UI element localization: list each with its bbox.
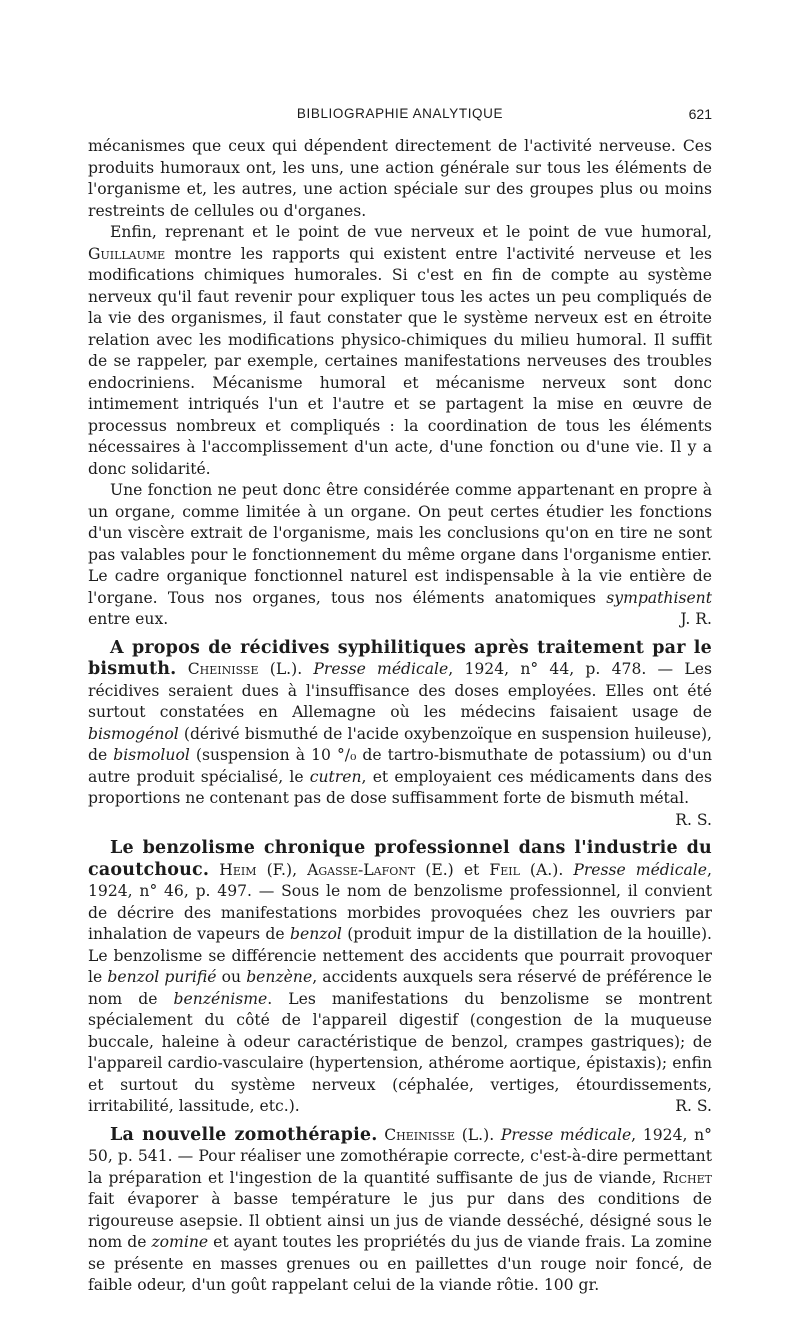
paragraph-text: fait évaporer à basse température le jus pur dans des conditions de rigoureuse asepsie. Il obtient ainsi un jus de viande desséché, désigné sous le nom de: [88, 1190, 712, 1251]
emphasis-term: benzène: [246, 968, 313, 986]
paragraph-text: , et employaient ces médicaments dans des proportions ne contenant pas de dose suffisamment forte de bismuth métal.: [88, 767, 712, 807]
emphasis-term: benzol: [290, 925, 342, 943]
emphasis-term: benzol purifié: [107, 968, 217, 986]
author-name: Cheinisse: [187, 660, 259, 678]
paragraph-text: Pour réaliser une zomothérapie correcte, c'est-à-dire permettant la préparation et l'ingestion de la quantité suffisante de jus de viande,: [88, 1147, 712, 1187]
paragraph-text: . Les manifestations du benzolisme se montrent spécialement du côté de l'appareil digestif (congestion de la muqueuse buccale, haleine à odeur caractéristique de benzol, crampes gastriques); de l'appareil cardio-vasculaire (hypertension, athérome aortique, épistaxis); enfin et surtout du système nerveux (céphalée, vertiges, étourdissements, irritabilité, lassitude, etc.).: [88, 989, 713, 1115]
article-title: La nouvelle zomothérapie.: [110, 1124, 378, 1145]
author-name: Guillaume: [88, 244, 166, 263]
article-zomotherapie: [88, 1125, 712, 1297]
paragraph-text: ou: [216, 968, 247, 986]
document-page: [88, 98, 712, 1297]
author-name: Heim: [219, 860, 257, 879]
reviewer-signature: J. R.: [680, 610, 712, 628]
drug-name: bismogénol: [88, 724, 179, 743]
paragraph-text: (produit impur de la distillation de la houille). Le benzolisme se différencie nettement des accidents que pourrait provoquer le: [88, 925, 712, 986]
author-initial: (F.),: [256, 860, 308, 879]
journal-name: Presse médicale: [500, 1125, 632, 1144]
page-number: 621: [688, 106, 712, 122]
author-initial: (E.) et: [415, 860, 490, 879]
drug-name: bismoluol: [113, 746, 190, 764]
journal-name: Presse médicale: [573, 860, 708, 879]
paragraph-text: et ayant toutes les propriétés du jus de viande frais. La zomine se présente en masses grenues ou en paillettes d'un rouge noir foncé, de faible odeur, d'un goût rappelant celui de la viande rôtie. 100 gr.: [88, 1233, 713, 1294]
paragraph-text: Une fonction ne peut donc être considérée comme appartenant en propre à un organe, comme limitée à un organe. On peut certes étudier les fonctions d'un viscère extrait de l'organisme, mais les conclusions qu'on en tire ne sont pas valables pour le fonctionnement du même organe dans l'organisme entier. Le cadre organique fonctionnel naturel est indispensable à la vie entière de l'organe. Tous nos organes, tous nos éléments anatomiques: [88, 481, 712, 607]
article-benzolisme: [88, 838, 712, 1118]
paragraph-text: (dérivé bismuthé de l'acide oxybenzoïque en suspension huileuse), de: [88, 724, 712, 764]
paragraph-text: (suspension à 10 °/₀ de tartro-bismuthate de potassium) ou d'un autre produit spécialisé, le: [88, 746, 712, 786]
page-body: [88, 136, 712, 1297]
drug-name: cutren: [309, 767, 362, 786]
person-name: Richet: [662, 1168, 712, 1187]
paragraph-text: Enfin, reprenant et le point de vue nerveux et le point de vue humoral,: [110, 223, 712, 241]
emphasis-term: zomine: [151, 1233, 209, 1251]
author-name: Feil: [489, 860, 520, 879]
author-initial: (A.).: [519, 860, 574, 879]
page-header: [88, 98, 712, 124]
continued-paragraph-2: [88, 222, 712, 480]
continued-paragraph-3: [88, 480, 712, 631]
running-head: BIBLIOGRAPHIE ANALYTIQUE: [296, 106, 504, 121]
paragraph-text: Les récidives seraient dues à l'insuffisance des doses employées. Elles ont été surtout constatées en Allemagne où les médecins faisaient usage de: [88, 660, 712, 721]
emphasis-term: sympathisent: [606, 588, 712, 607]
author-name: Agasse-Lafont: [307, 860, 416, 879]
journal-name: Presse médicale: [313, 660, 449, 678]
article-bismuth: [88, 638, 712, 832]
paragraph-text: Sous le nom de benzolisme professionnel, il convient de décrire des manifestations morbides provoquées chez les ouvriers par inhalation de vapeurs de: [88, 882, 712, 943]
citation: , 1924, n° 44, p. 478. —: [448, 660, 685, 678]
article-title: A propos de récidives syphilitiques après traitement par le bismuth.: [88, 637, 712, 679]
citation: , 1924, n° 50, p. 541. —: [88, 1125, 712, 1165]
reviewer-signature: R. S.: [675, 1097, 712, 1115]
paragraph-text: , accidents auxquels sera réservé de préférence le nom de: [88, 968, 712, 1008]
continued-paragraph-1: mécanismes que ceux qui dépendent directement de l'activité nerveuse. Ces produits humoraux ont, les uns, une action générale sur tous les éléments de l'organisme et, les autres, une action spéciale sur des groupes plus ou moins restreints de cellules ou d'organes.: [88, 137, 712, 220]
citation: , 1924, n° 46, p. 497. —: [88, 860, 712, 900]
paragraph-text: entre eux.: [88, 610, 169, 628]
article-title: Le benzolisme chronique professionnel dans l'industrie du caoutchouc.: [88, 838, 712, 880]
paragraph-text: montre les rapports qui existent entre l'activité nerveuse et les modifications chimiques humorales. Si c'est en fin de compte au système nerveux qu'il faut revenir pour expliquer tous les actes un peu compliqués de la vie des organismes, il faut constater que le système nerveux est en étroite relation avec les modifications physico-chimiques du milieu humoral. Il suffit de se rappeler, par exemple, certaines manifestations nerveuses des troubles endocriniens. Mécanisme humoral et mécanisme nerveux sont donc intimement intriqués l'un et l'autre et se partagent la mise en œuvre de processus nombreux et compliqués : la coordination de tous les éléments nécessaires à l'accomplissement d'un acte, d'une fonction ou d'une vie. Il y a donc solidarité.: [88, 244, 712, 478]
author-initial: (L.).: [258, 660, 314, 678]
author-name: Cheinisse: [384, 1125, 456, 1144]
reviewer-signature: R. S.: [675, 810, 712, 829]
emphasis-term: benzénisme: [173, 989, 268, 1008]
author-initial: (L.).: [455, 1125, 501, 1144]
